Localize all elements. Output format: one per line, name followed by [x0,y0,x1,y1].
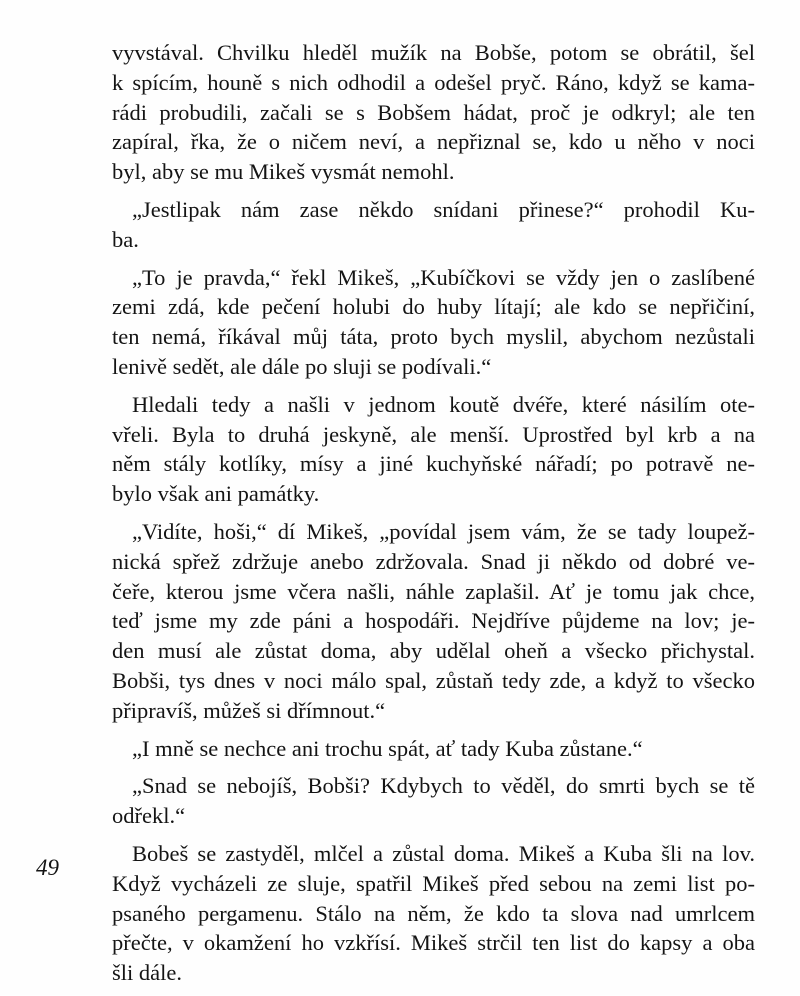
text-line: „To je pravda,“ řekl Mikeš, „Kubíčkovi se vždy jen o zaslíbené [132,264,755,290]
text-line: bylo však ani památky. [112,481,320,507]
text-line: vřeli. Byla to druhá jeskyně, ale menší. Uprostřed byl krb a na [112,421,755,447]
text-line: k spícím, houně s nich odhodil a odešel pryč. Ráno, když se kama- [112,69,755,95]
text-line: zemi zdá, kde pečení holubi do huby lítají; ale kdo se nepřičiní, [112,294,755,320]
text-line: Bobši, tys dnes v noci málo spal, zůstaň tedy zde, a když to všecko [112,667,755,693]
text-line: lenivě sedět, ale dále po sluji se podívali.“ [112,353,492,379]
text-line: „Vidíte, hoši,“ dí Mikeš, „povídal jsem vám, že se tady loupež- [132,518,755,544]
text-line: čeře, kterou jsme včera našli, náhle zaplašil. Ať je tomu jak chce, [112,578,755,604]
text-line: „I mně se nechce ani trochu spát, ať tady Kuba zůstane.“ [132,735,643,761]
text-line: ten nemá, říkával můj táta, proto bych myslil, abychom nezůstali [112,324,755,350]
text-line: něm stály kotlíky, mísy a jiné kuchyňské nářadí; po potravě ne- [112,451,755,477]
text-line: „Jestlipak nám zase někdo snídani přinese?“ prohodil Ku- [132,196,755,222]
text-line: teď jsme my zde páni a hospodáři. Nejdříve půjdeme na lov; je- [112,608,755,634]
text-line: připravíš, můžeš si dřímnout.“ [112,697,386,723]
paragraph [112,839,755,988]
text-line: den musí ale zůstat doma, aby udělal oheň a všecko přichystal. [112,638,755,664]
text-line: šli dále. [112,960,182,986]
paragraph [112,195,755,255]
text-line: zapíral, řka, že o ničem neví, a nepřiznal se, kdo u něho v noci [112,129,755,155]
text-line: rádi probudili, začali se s Bobšem hádat, proč je odkryl; ale ten [112,99,755,125]
text-line: ba. [112,226,139,252]
text-line: vyvstával. Chvilku hleděl mužík na Bobše, potom se obrátil, šel [112,40,755,65]
paragraph [112,734,755,764]
paragraph [112,517,755,726]
text-line: byl, aby se mu Mikeš vysmát nemohl. [112,159,455,185]
paragraph [112,390,755,509]
text-line: Když vycházeli ze sluje, spatřil Mikeš před sebou na zemi list po- [112,870,755,896]
text-line: „Snad se nebojíš, Bobši? Kdybych to věděl, do smrti bych se tě [132,773,755,799]
page-number: 49 [36,855,59,880]
paragraph [112,771,755,831]
text-line: Hledali tedy a našli v jednom koutě dvéře, které násilím ote- [132,391,755,417]
paragraph [112,38,755,187]
paragraph [112,263,755,382]
text-line: přečte, v okamžení ho vzkřísí. Mikeš strčil ten list do kapsy a oba [112,930,755,956]
text-line: odřekl.“ [112,803,186,829]
text-line: nická spřež zdržuje anebo zdržovala. Snad ji někdo od dobré ve- [112,548,755,574]
text-line: Bobeš se zastyděl, mlčel a zůstal doma. Mikeš a Kuba šli na lov. [132,840,755,866]
body-text [112,38,755,996]
text-line: psaného pergamenu. Stálo na něm, že kdo ta slova nad umrlcem [112,900,755,926]
